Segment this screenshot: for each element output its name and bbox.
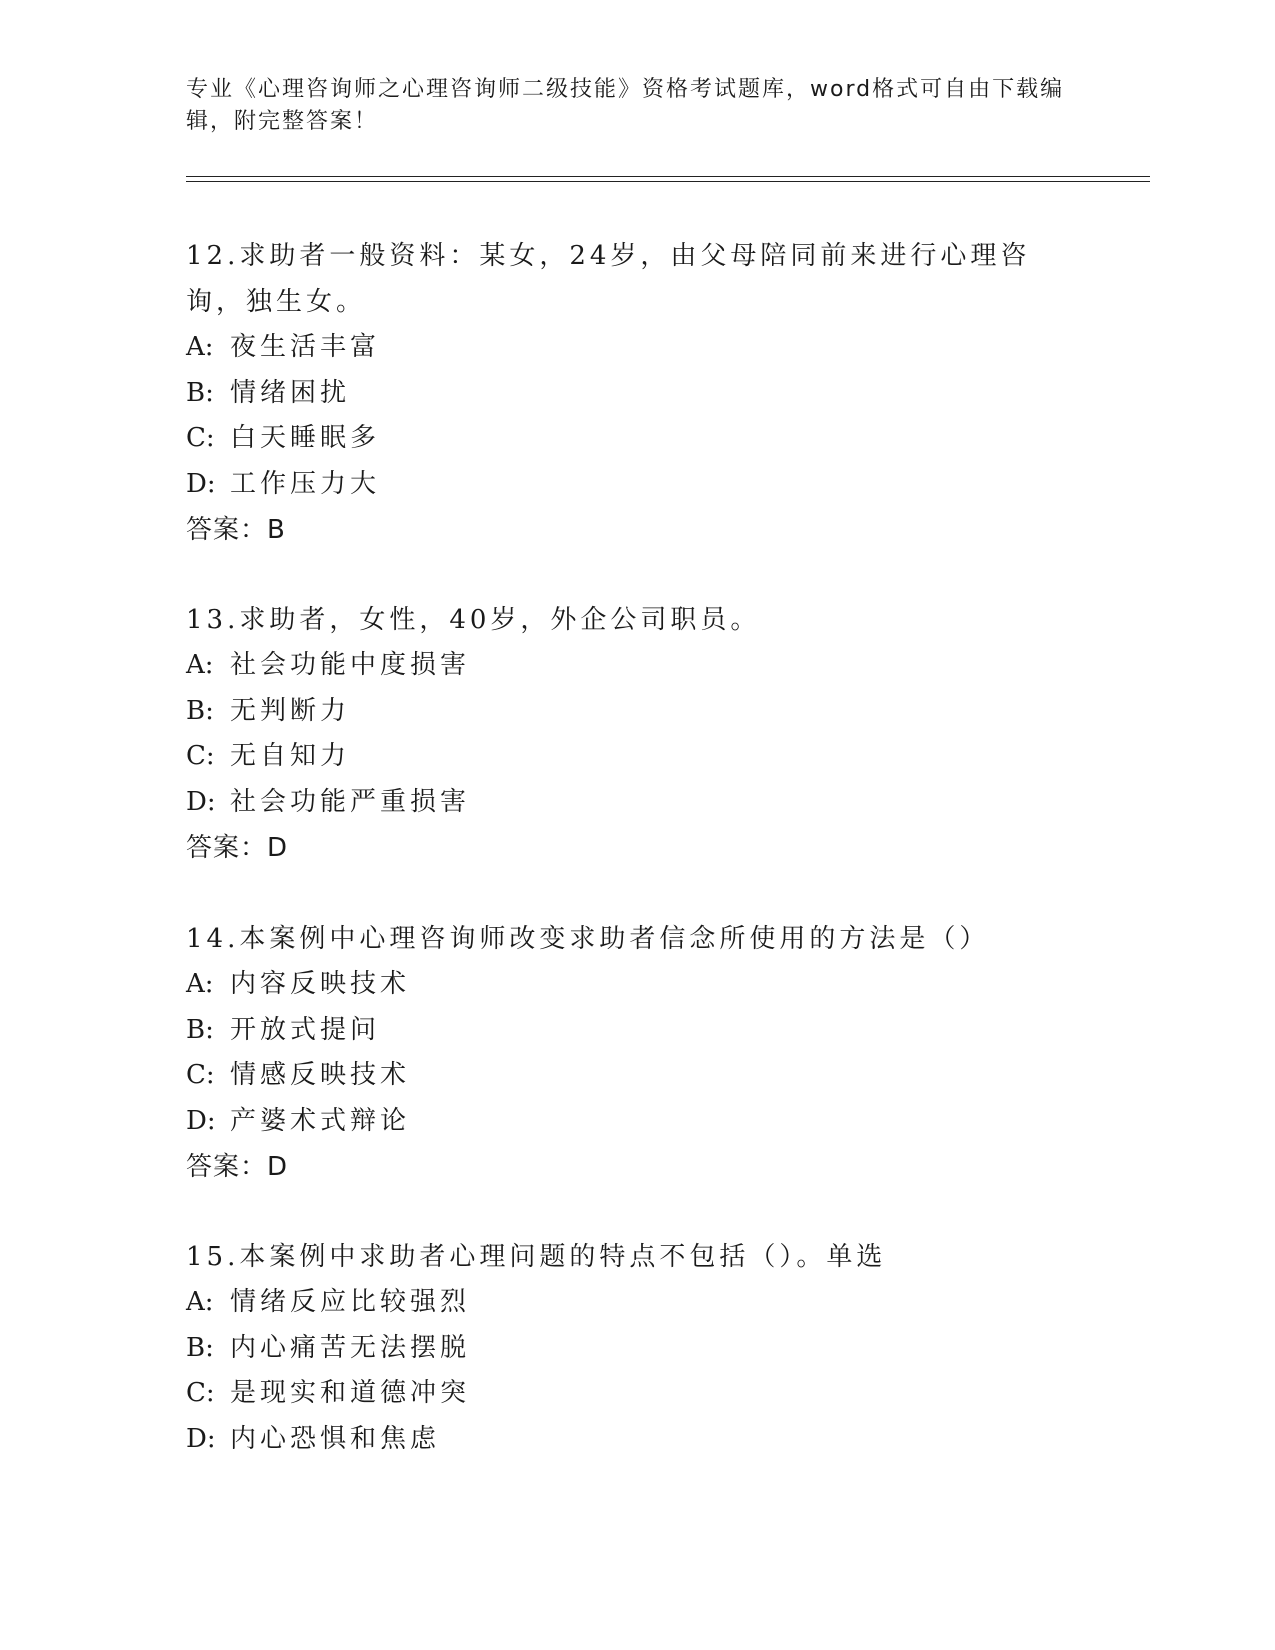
- option-text: 社会功能严重损害: [230, 786, 471, 817]
- option-text: 内容反映技术: [230, 969, 411, 999]
- option-d: [186, 1099, 1086, 1145]
- option-c: [186, 1371, 1086, 1417]
- answer-line: 答案：B: [186, 515, 286, 545]
- answer-line: 答案：D: [186, 1152, 289, 1182]
- option-label: C:: [186, 1378, 215, 1408]
- question-stem: 12.求助者一般资料：某女，24岁，由父母陪同前来进行心理咨询，独生女。: [186, 241, 1031, 317]
- option-b: [186, 1326, 1086, 1372]
- option-text: 内心恐惧和焦虑: [230, 1423, 441, 1454]
- option-text: 内心痛苦无法摆脱: [230, 1332, 471, 1363]
- option-label: A:: [186, 969, 214, 999]
- option-text: 情感反映技术: [230, 1060, 411, 1090]
- option-label: B:: [186, 1014, 214, 1045]
- option-b: [186, 689, 1086, 735]
- option-text: 产婆术式辩论: [230, 1105, 411, 1136]
- question-14: [186, 916, 1086, 1190]
- option-label: D:: [186, 786, 216, 817]
- answer-line: 答案：D: [186, 833, 289, 863]
- option-c: [186, 1053, 1086, 1099]
- option-text: 无判断力: [230, 695, 351, 726]
- option-b: [186, 371, 1086, 417]
- option-label: C:: [186, 423, 215, 453]
- header-divider-top: [186, 176, 1150, 177]
- option-text: 情绪反应比较强烈: [230, 1287, 471, 1317]
- option-label: A:: [186, 332, 214, 362]
- option-label: C:: [186, 741, 215, 771]
- question-stem: 13.求助者，女性，40岁，外企公司职员。: [186, 605, 761, 635]
- question-stem: 15.本案例中求助者心理问题的特点不包括（）。单选: [186, 1242, 887, 1272]
- option-b: [186, 1008, 1086, 1054]
- option-text: 白天睡眠多: [230, 423, 381, 453]
- option-label: B:: [186, 1332, 214, 1363]
- option-d: [186, 1417, 1086, 1463]
- option-label: D:: [186, 468, 216, 499]
- option-label: D:: [186, 1423, 216, 1454]
- option-d: [186, 462, 1086, 508]
- option-label: C:: [186, 1060, 215, 1090]
- header-divider-bottom: [186, 181, 1150, 182]
- option-label: B:: [186, 377, 214, 408]
- option-c: [186, 734, 1086, 780]
- option-d: [186, 780, 1086, 826]
- question-stem: 14.本案例中心理咨询师改变求助者信念所使用的方法是（）: [186, 924, 990, 954]
- option-a: [186, 1280, 1086, 1326]
- option-text: 夜生活丰富: [230, 332, 381, 362]
- option-a: [186, 962, 1086, 1008]
- option-text: 开放式提问: [230, 1014, 381, 1045]
- option-label: D:: [186, 1105, 216, 1136]
- question-13: [186, 597, 1086, 871]
- option-label: B:: [186, 695, 214, 726]
- option-text: 情绪困扰: [230, 377, 351, 408]
- option-label: A:: [186, 1287, 214, 1317]
- option-label: A:: [186, 650, 214, 680]
- option-text: 无自知力: [230, 741, 351, 771]
- option-c: [186, 416, 1086, 462]
- question-15: [186, 1234, 1086, 1462]
- option-text: 工作压力大: [230, 468, 381, 499]
- question-12: [186, 233, 1086, 553]
- option-a: [186, 643, 1086, 689]
- option-text: 是现实和道德冲突: [230, 1378, 471, 1408]
- document-header: 专业《心理咨询师之心理咨询师二级技能》资格考试题库，word格式可自由下载编辑，附完整答案！: [186, 77, 1065, 134]
- option-a: [186, 325, 1086, 371]
- option-text: 社会功能中度损害: [230, 650, 471, 680]
